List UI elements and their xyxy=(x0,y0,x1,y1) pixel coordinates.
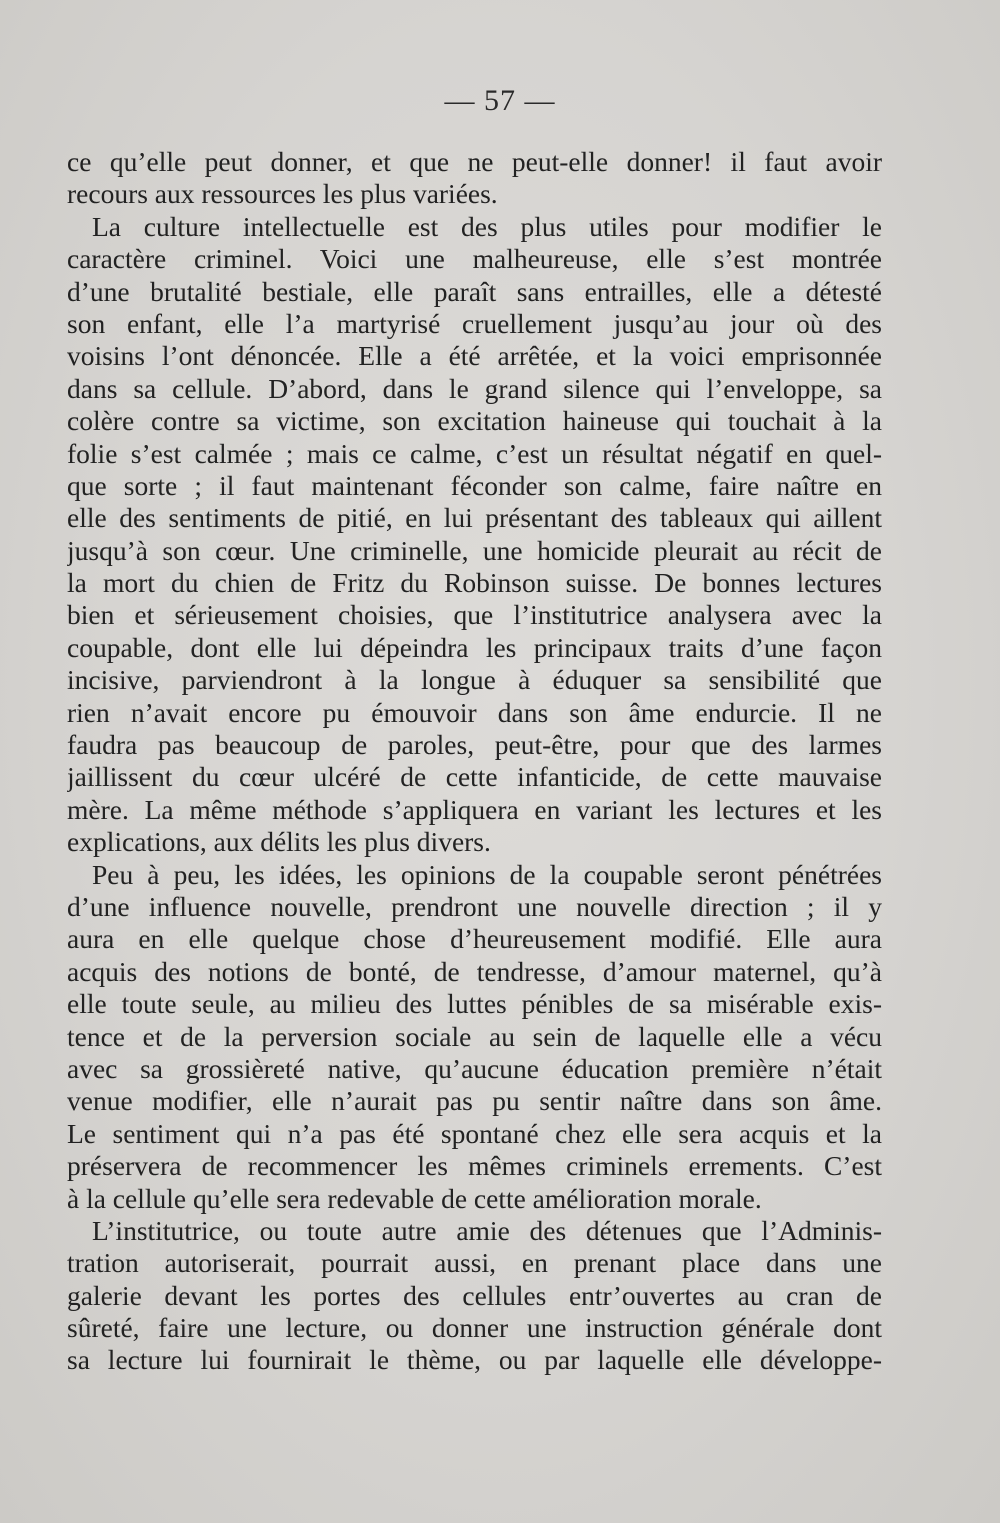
text-line: sa lecture lui fournirait le thème, ou par laquelle elle développe- xyxy=(67,1344,882,1376)
text-line: explications, aux délits les plus divers. xyxy=(67,826,491,858)
text-line: voisins l’ont dénoncée. Elle a été arrêtée, et la voici emprisonnée xyxy=(67,340,882,372)
text-line: recours aux ressources les plus variées. xyxy=(67,178,498,210)
text-line: Le sentiment qui n’a pas été spontané chez elle sera acquis et la xyxy=(67,1117,882,1149)
text-line: d’une influence nouvelle, prendront une nouvelle direction ; il y xyxy=(67,890,882,922)
text-line: galerie devant les portes des cellules entr’ouvertes au cran de xyxy=(67,1279,882,1311)
text-line: incisive, parviendront à la longue à éduquer sa sensibilité que xyxy=(67,664,882,696)
text-line: elle toute seule, au milieu des luttes pénibles de sa misérable exis- xyxy=(67,988,882,1020)
text-line: La culture intellectuelle est des plus utiles pour modifier le xyxy=(92,210,882,242)
text-line: faudra pas beaucoup de paroles, peut-être, pour que des larmes xyxy=(67,729,882,761)
text-line: elle des sentiments de pitié, en lui présentant des tableaux qui aillent xyxy=(67,502,882,534)
text-line: rien n’avait encore pu émouvoir dans son âme endurcie. Il ne xyxy=(67,696,882,728)
text-line: la mort du chien de Fritz du Robinson suisse. De bonnes lectures xyxy=(67,567,882,599)
text-line: venue modifier, elle n’aurait pas pu sentir naître dans son âme. xyxy=(67,1085,882,1117)
text-line: folie s’est calmée ; mais ce calme, c’est un résultat négatif en quel- xyxy=(67,437,882,469)
text-line: ce qu’elle peut donner, et que ne peut-elle donner! il faut avoir xyxy=(67,146,882,177)
text-line: préservera de recommencer les mêmes criminels errements. C’est xyxy=(67,1150,882,1182)
text-line: L’institutrice, ou toute autre amie des détenues que l’Adminis- xyxy=(92,1214,882,1246)
text-line: aura en elle quelque chose d’heureusement modifié. Elle aura xyxy=(67,923,882,955)
text-line: Peu à peu, les idées, les opinions de la coupable seront pénétrées xyxy=(92,858,882,890)
text-line: sûreté, faire une lecture, ou donner une instruction générale dont xyxy=(67,1312,882,1344)
text-line: coupable, dont elle lui dépeindra les principaux traits d’une façon xyxy=(67,631,882,663)
text-line: jusqu’à son cœur. Une criminelle, une homicide pleurait au récit de xyxy=(67,534,882,566)
text-line: acquis des notions de bonté, de tendresse, d’amour maternel, qu’à xyxy=(67,955,882,987)
text-line: à la cellule qu’elle sera redevable de cette amélioration morale. xyxy=(67,1182,762,1214)
text-line: que sorte ; il faut maintenant féconder son calme, faire naître en xyxy=(67,469,882,501)
text-line: colère contre sa victime, son excitation haineuse qui touchait à la xyxy=(67,405,882,437)
text-line: avec sa grossièreté native, qu’aucune éducation première n’était xyxy=(67,1052,882,1084)
text-line: jaillissent du cœur ulcéré de cette infanticide, de cette mauvaise xyxy=(67,761,882,793)
text-line: d’une brutalité bestiale, elle paraît sans entrailles, elle a détesté xyxy=(67,275,882,307)
text-line: dans sa cellule. D’abord, dans le grand silence qui l’enveloppe, sa xyxy=(67,372,882,404)
text-line: tence et de la perversion sociale au sein de laquelle elle a vécu xyxy=(67,1020,882,1052)
text-line: tration autoriserait, pourrait aussi, en prenant place dans une xyxy=(67,1247,882,1279)
body-text xyxy=(67,146,882,1377)
text-line: bien et sérieusement choisies, que l’institutrice analysera avec la xyxy=(67,599,882,631)
text-line: caractère criminel. Voici une malheureuse, elle s’est montrée xyxy=(67,243,882,275)
text-line: son enfant, elle l’a martyrisé cruellement jusqu’au jour où des xyxy=(67,307,882,339)
page-number: — 57 — xyxy=(444,84,556,117)
text-line: mère. La même méthode s’appliquera en variant les lectures et les xyxy=(67,793,882,825)
